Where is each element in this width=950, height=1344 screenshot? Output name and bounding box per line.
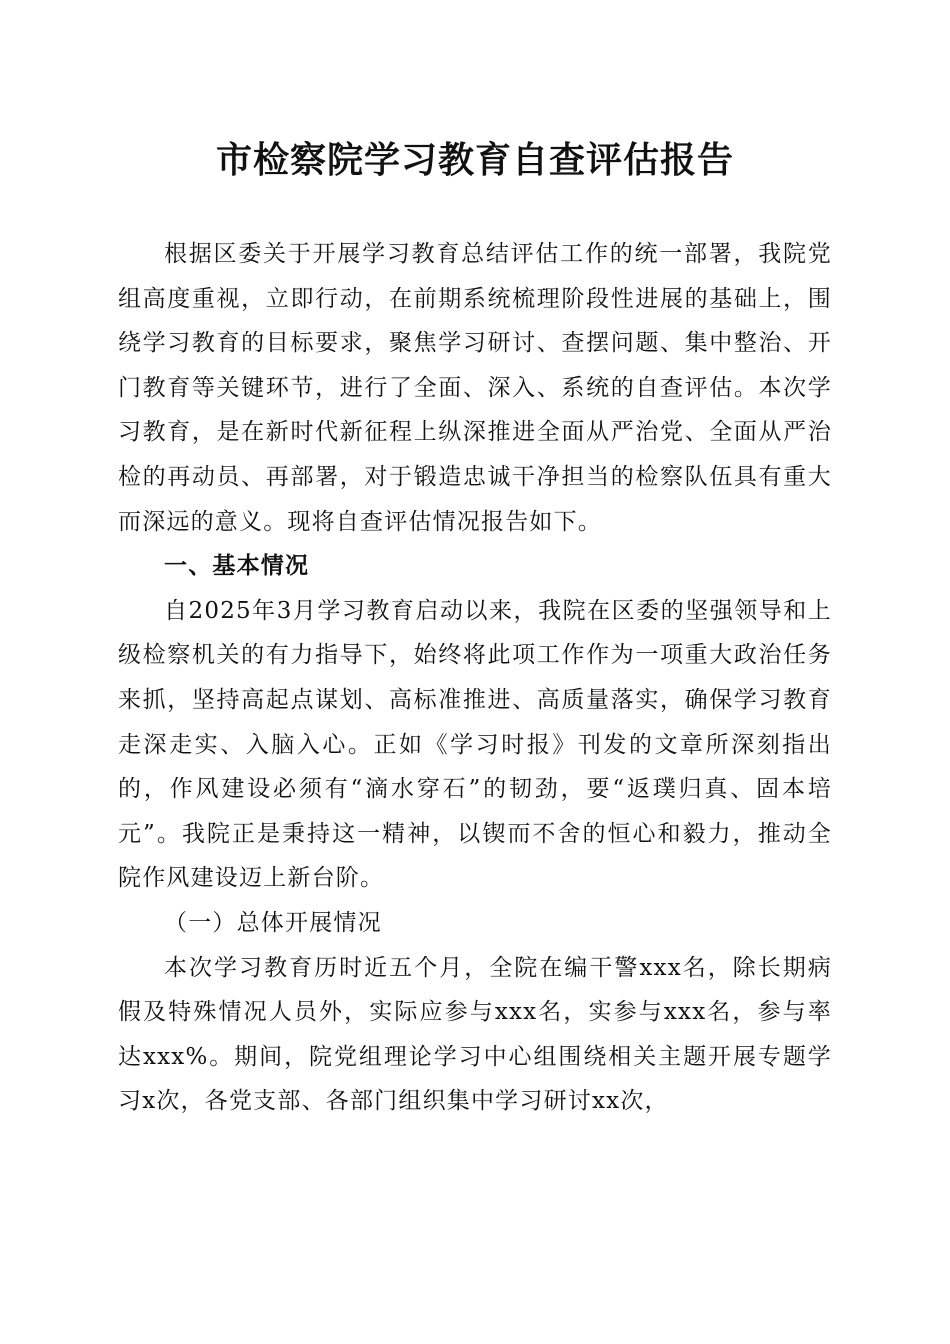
document-body (118, 232, 832, 1124)
basic-situation-paragraph: 自2025年3月学习教育启动以来，我院在区委的坚强领导和上级检察机关的有力指导下，始终将此项工作作为一项重大政治任务来抓，坚持高起点谋划、高标准推进、高质量落实，确保学习教育走深走实、入脑入心。正如《学习时报》刊发的文章所深刻指出的，作风建设必须有“滴水穿石”的韧劲，要“返璞归真、固本培元”。我院正是秉持这一精神，以锲而不舍的恒心和毅力，推动全院作风建设迈上新台阶。 (118, 597, 832, 892)
intro-paragraph: 根据区委关于开展学习教育总结评估工作的统一部署，我院党组高度重视，立即行动，在前期系统梳理阶段性进展的基础上，围绕学习教育的目标要求，聚焦学习研讨、查摆问题、集中整治、开门教育等关键环节，进行了全面、深入、系统的自查评估。本次学习教育，是在新时代新征程上纵深推进全面从严治党、全面从严治检的再动员、再部署，对于锻造忠诚干净担当的检察队伍具有重大而深远的意义。现将自查评估情况报告如下。 (118, 241, 832, 535)
subsection-heading-overall: （一）总体开展情况 (164, 909, 382, 936)
section-heading-basic-situation: 一、基本情况 (164, 553, 310, 580)
overall-paragraph: 本次学习教育历时近五个月，全院在编干警xxx名，除长期病假及特殊情况人员外，实际应参与xxx名，实参与xxx名，参与率达xxx%。期间，院党组理论学习中心组围绕相关主题开展专题学习x次，各党支部、各部门组织集中学习研讨xx次， (118, 954, 832, 1115)
document-title: 市检察院学习教育自查评估报告 (215, 139, 734, 181)
